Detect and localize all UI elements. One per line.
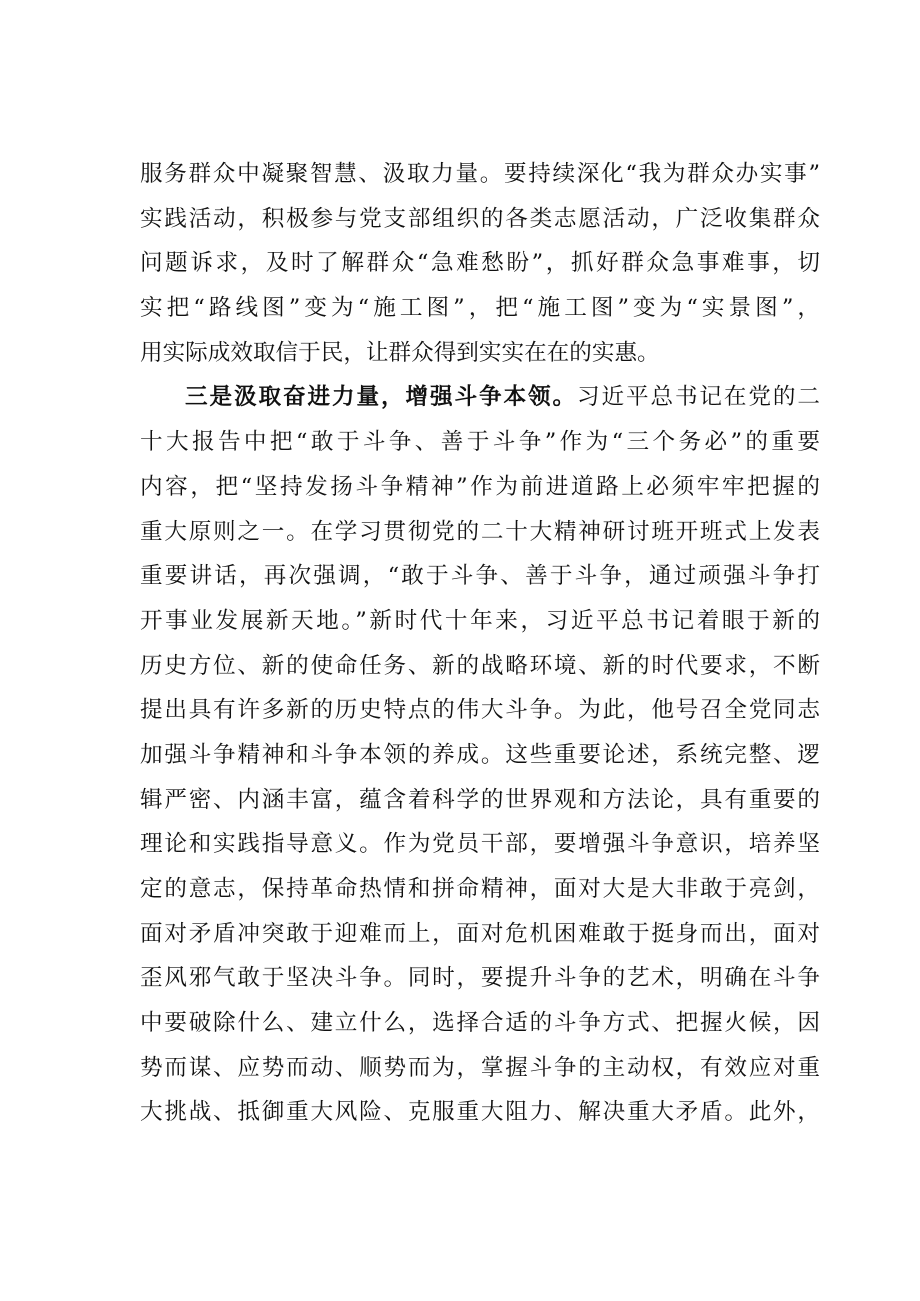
paragraph-line: 历史方位、新的使命任务、新的战略环境、新的时代要求，不断 [140, 652, 820, 679]
paragraph-line: 加强斗争精神和斗争本领的养成。这些重要论述，系统完整、逻 [140, 741, 820, 768]
paragraph-line: 歪风邪气敢于坚决斗争。同时，要提升斗争的艺术，明确在斗争 [140, 965, 820, 992]
paragraph-line: 辑严密、内涵丰富，蕴含着科学的世界观和方法论，具有重要的 [140, 786, 820, 813]
paragraph-line: 提出具有许多新的历史特点的伟大斗争。为此，他号召全党同志 [140, 697, 820, 724]
paragraph-line: 中要破除什么、建立什么，选择合适的斗争方式、把握火候，因 [140, 1010, 820, 1037]
section-heading: 三是汲取奋进力量，增强斗争本领。 [185, 384, 577, 411]
paragraph-line: 开事业发展新天地。”新时代十年来，习近平总书记着眼于新的 [140, 607, 820, 634]
paragraph-line: 十大报告中把“敢于斗争、善于斗争”作为“三个务必”的重要 [140, 429, 820, 456]
paragraph-line: 大挑战、抵御重大风险、克服重大阻力、解决重大矛盾。此外， [140, 1099, 820, 1126]
paragraph-line: 定的意志，保持革命热情和拼命精神，面对大是大非敢于亮剑， [140, 876, 820, 902]
paragraph-line: 内容，把“坚持发扬斗争精神”作为前进道路上必须牢牢把握的 [140, 473, 820, 500]
section-first-line [140, 375, 820, 420]
paragraph-line: 重要讲话，再次强调，“敢于斗争、善于斗争，通过顽强斗争打 [140, 563, 820, 590]
paragraph-line: 势而谋、应势而动、顺势而为，掌握斗争的主动权，有效应对重 [140, 1054, 820, 1081]
paragraph-line: 服务群众中凝聚智慧、汲取力量。要持续深化“我为群众办实事” [140, 161, 820, 187]
paragraph-line: 面对矛盾冲突敢于迎难而上，面对危机困难敢于挺身而出，面对 [140, 920, 820, 947]
body-text [140, 152, 820, 1135]
paragraph-line: 实践活动，积极参与党支部组织的各类志愿活动，广泛收集群众 [140, 205, 820, 232]
paragraph-line: 用实际成效取信于民，让群众得到实实在在的实惠。 [140, 339, 660, 366]
paragraph-line: 重大原则之一。在学习贯彻党的二十大精神研讨班开班式上发表 [140, 518, 820, 545]
paragraph-line: 理论和实践指导意义。作为党员干部，要增强斗争意识，培养坚 [140, 831, 820, 858]
paragraph-line: 实把“路线图”变为“施工图”，把“施工图”变为“实景图”， [140, 295, 820, 322]
section-first-line-text: 习近平总书记在党的二 [576, 384, 821, 411]
paragraph-line: 问题诉求，及时了解群众“急难愁盼”，抓好群众急事难事，切 [140, 250, 820, 277]
